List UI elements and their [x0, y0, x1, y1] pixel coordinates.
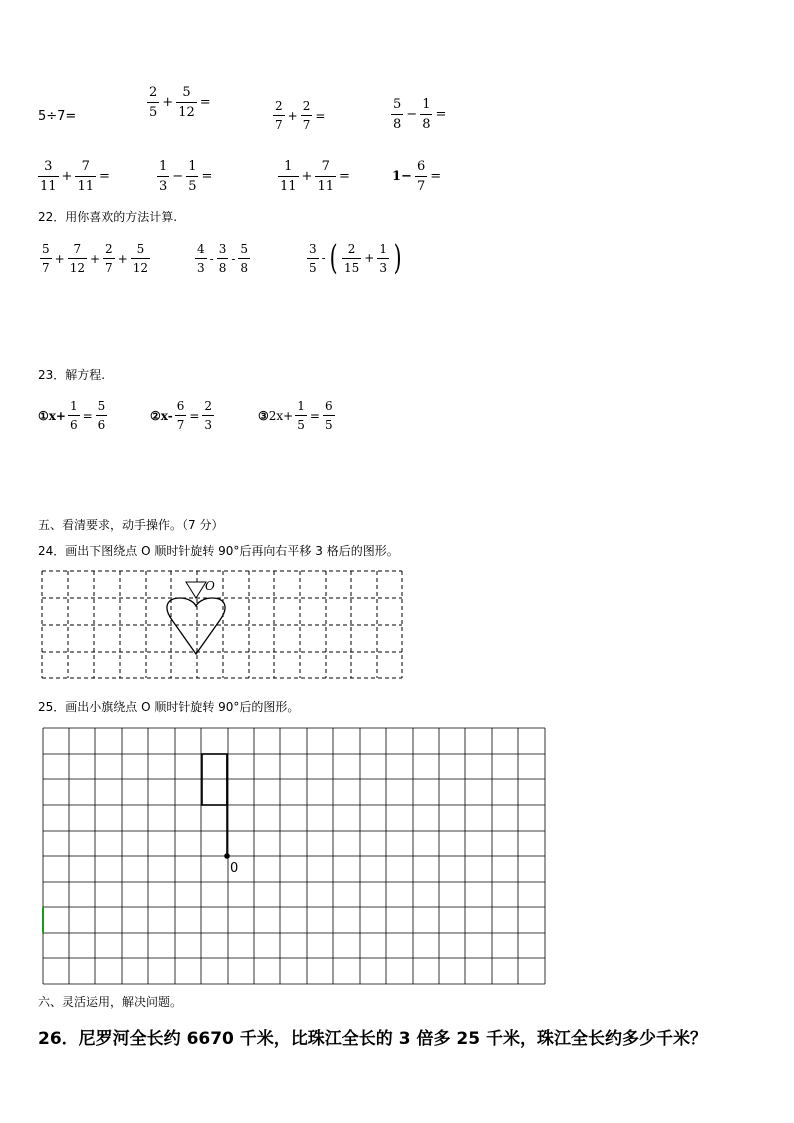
expr-row1-4: $\frac{5}{8}$ − $\frac{1}{8}$ =: [393, 97, 447, 132]
expr-22-2: $\frac{4}{3}$ - $\frac{3}{8}$ - $\frac{5}{8}$: [197, 242, 249, 275]
question-22-title: 22．用你喜欢的方法计算.: [38, 210, 178, 224]
point-o-label: O: [205, 579, 215, 593]
expr-22-3: $\frac{3}{5}$ - ( $\frac{2}{15}$ + $\frac{1}{3}$ ): [309, 238, 402, 278]
point-o-label-25: 0: [230, 861, 239, 876]
section-5-heading: 五、看清要求，动手操作。（7 分）: [38, 518, 224, 532]
flag-banner: [202, 754, 227, 805]
equation-23-1: ①x+ $\frac{1}{6}$ = $\frac{5}{6}$: [38, 399, 106, 432]
expr-5-div-7: 5÷7=: [38, 109, 77, 124]
flag-figure: [202, 754, 230, 859]
fraction: $\frac{5}{8}$: [393, 97, 402, 132]
heart-figure: [160, 572, 240, 662]
question-24-title: 24．画出下图绕点 O 顺时针旋转 90°后再向右平移 3 格后的图形。: [38, 544, 399, 558]
fraction: $\frac{5}{12}$: [178, 85, 195, 120]
question-26-title: 26．尼罗河全长约 6670 千米，比珠江全长的 3 倍多 25 千米，珠江全长约多少千米？: [38, 1029, 707, 1049]
fraction: $\frac{7}{11}$: [77, 159, 94, 194]
equation-23-3: ③ 2x+ $\frac{1}{5}$ = $\frac{6}{5}$: [258, 399, 333, 432]
fraction: $\frac{2}{7}$: [302, 99, 311, 132]
fraction: $\frac{7}{11}$: [317, 159, 334, 194]
heart-shape: [167, 598, 225, 654]
point-o: [224, 853, 230, 859]
expr-22-1: $\frac{5}{7}$ + $\frac{7}{12}$ + $\frac{2}{7}$ + $\frac{5}{12}$: [42, 242, 149, 275]
fraction: $\frac{1}{3}$: [159, 159, 168, 194]
fraction: $\frac{1}{11}$: [280, 159, 297, 194]
triangle-marker: [186, 582, 206, 598]
section-6-heading: 六、灵活运用，解决问题。: [38, 995, 183, 1009]
fraction: $\frac{1}{8}$: [422, 97, 431, 132]
fraction: $\frac{2}{5}$: [149, 85, 158, 120]
expr-row1-2: $\frac{2}{5}$ + $\frac{5}{12}$ =: [149, 85, 211, 120]
fraction: $\frac{2}{7}$: [275, 99, 283, 132]
expr-row2-3: $\frac{1}{11}$ + $\frac{7}{11}$ =: [280, 159, 350, 194]
fraction: $\frac{3}{11}$: [40, 159, 57, 194]
solid-grid-25: [40, 725, 548, 989]
equation-23-2: ②x- $\frac{6}{7}$ = $\frac{2}{3}$: [150, 399, 213, 432]
expr-row2-1: $\frac{3}{11}$ + $\frac{7}{11}$ =: [40, 159, 110, 194]
expr-row1-3: $\frac{2}{7}$ + $\frac{2}{7}$ =: [275, 99, 326, 132]
question-23-title: 23．解方程.: [38, 368, 106, 382]
fraction: $\frac{6}{7}$: [416, 159, 426, 194]
expr-row2-2: $\frac{1}{3}$ − $\frac{1}{5}$ =: [159, 159, 213, 194]
question-25-title: 25．画出小旗绕点 O 顺时针旋转 90°后的图形。: [38, 700, 300, 714]
expr-row2-4: 1− $\frac{6}{7}$ =: [392, 159, 442, 194]
fraction: $\frac{1}{5}$: [188, 159, 197, 194]
